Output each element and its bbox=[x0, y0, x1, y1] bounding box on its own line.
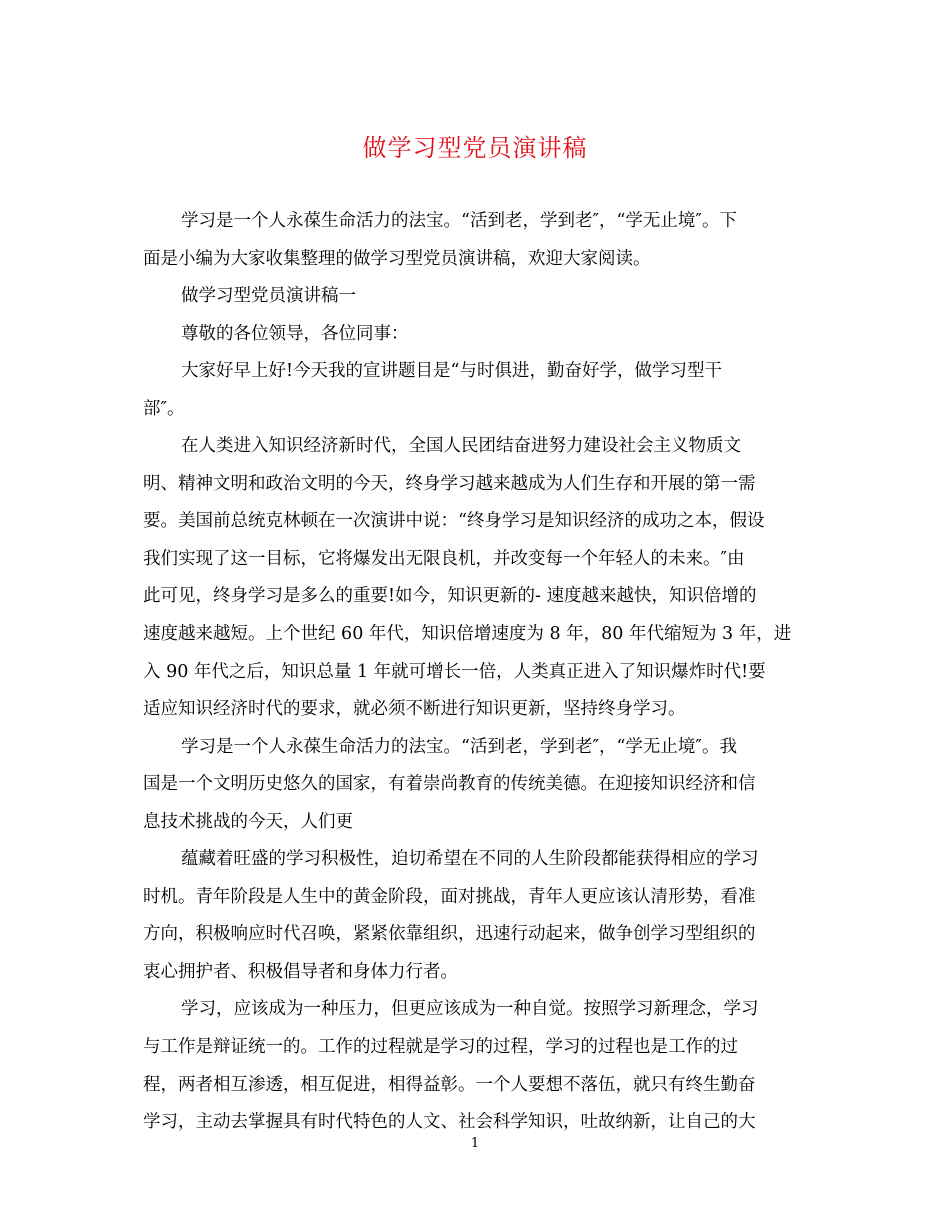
text-line: 适应知识经济时代的要求，就必须不断进行知识更新，坚持终身学习。 bbox=[143, 699, 686, 720]
text-line: 大家好早上好!今天我的宣讲题目是“与时俱进，勤奋好学，做学习型干 bbox=[181, 361, 722, 382]
text-line: 面是小编为大家收集整理的做学习型党员演讲稿，欢迎大家阅读。 bbox=[143, 248, 651, 269]
text-line: 明、精神文明和政治文明的今天，终身学习越来越成为人们生存和开展的第一需 bbox=[143, 473, 756, 494]
text-line: 衷心拥护者、积极倡导者和身体力行者。 bbox=[143, 961, 458, 982]
text-line: 学习是一个人永葆生命活力的法宝。“活到老，学到老″，“学无止境″。我 bbox=[181, 736, 737, 757]
text-line: 尊敬的各位领导，各位同事： bbox=[181, 323, 409, 344]
text-line: 做学习型党员演讲稿一 bbox=[181, 286, 356, 307]
text-line: 部″。 bbox=[143, 398, 185, 419]
text-line: 方向，积极响应时代召唤，紧紧依靠组织，迅速行动起来，做争创学习型组织的 bbox=[143, 924, 756, 945]
text-line: 学习，主动去掌握具有时代特色的人文、社会科学知识，吐故纳新，让自己的大 bbox=[143, 1112, 756, 1133]
text-line: 此可见，终身学习是多么的重要!如今，知识更新的- 速度越来越快，知识倍增的 bbox=[143, 586, 757, 607]
text-line: 与工作是辩证统一的。工作的过程就是学习的过程，学习的过程也是工作的过 bbox=[143, 1037, 738, 1058]
document-body bbox=[143, 203, 807, 1142]
text-line: 程，两者相互渗透，相互促进，相得益彰。一个人要想不落伍，就只有终生勤奋 bbox=[143, 1074, 756, 1095]
text-line: 国是一个文明历史悠久的国家，有着崇尚教育的传统美德。在迎接知识经济和信 bbox=[143, 774, 756, 795]
text-line: 要。美国前总统克林顿在一次演讲中说：“终身学习是知识经济的成功之本，假设 bbox=[143, 511, 765, 532]
text-line: 我们实现了这一目标，它将爆发出无限良机，并改变每一个年轻人的未来。″由 bbox=[143, 548, 745, 569]
text-line: 入 90 年代之后，知识总量 1 年就可增长一倍，人类真正进入了知识爆炸时代!要 bbox=[143, 661, 766, 682]
document-title: 做学习型党员演讲稿 bbox=[362, 134, 588, 162]
page-number: 1 bbox=[470, 1136, 480, 1151]
text-line: 时机。青年阶段是人生中的黄金阶段，面对挑战，青年人更应该认清形势，看准 bbox=[143, 886, 756, 907]
text-line: 学习，应该成为一种压力，但更应该成为一种自觉。按照学习新理念，学习 bbox=[181, 999, 759, 1020]
text-line: 息技术挑战的今天，人们更 bbox=[143, 811, 353, 832]
text-line: 在人类进入知识经济新时代，全国人民团结奋进努力建设社会主义物质文 bbox=[181, 436, 741, 457]
text-line: 学习是一个人永葆生命活力的法宝。“活到老，学到老″，“学无止境″。下 bbox=[181, 211, 737, 231]
text-line: 蕴藏着旺盛的学习积极性，迫切希望在不同的人生阶段都能获得相应的学习 bbox=[181, 849, 759, 870]
text-line: 速度越来越短。上个世纪 60 年代，知识倍增速度为 8 年，80 年代缩短为 3 年，进 bbox=[143, 624, 792, 645]
